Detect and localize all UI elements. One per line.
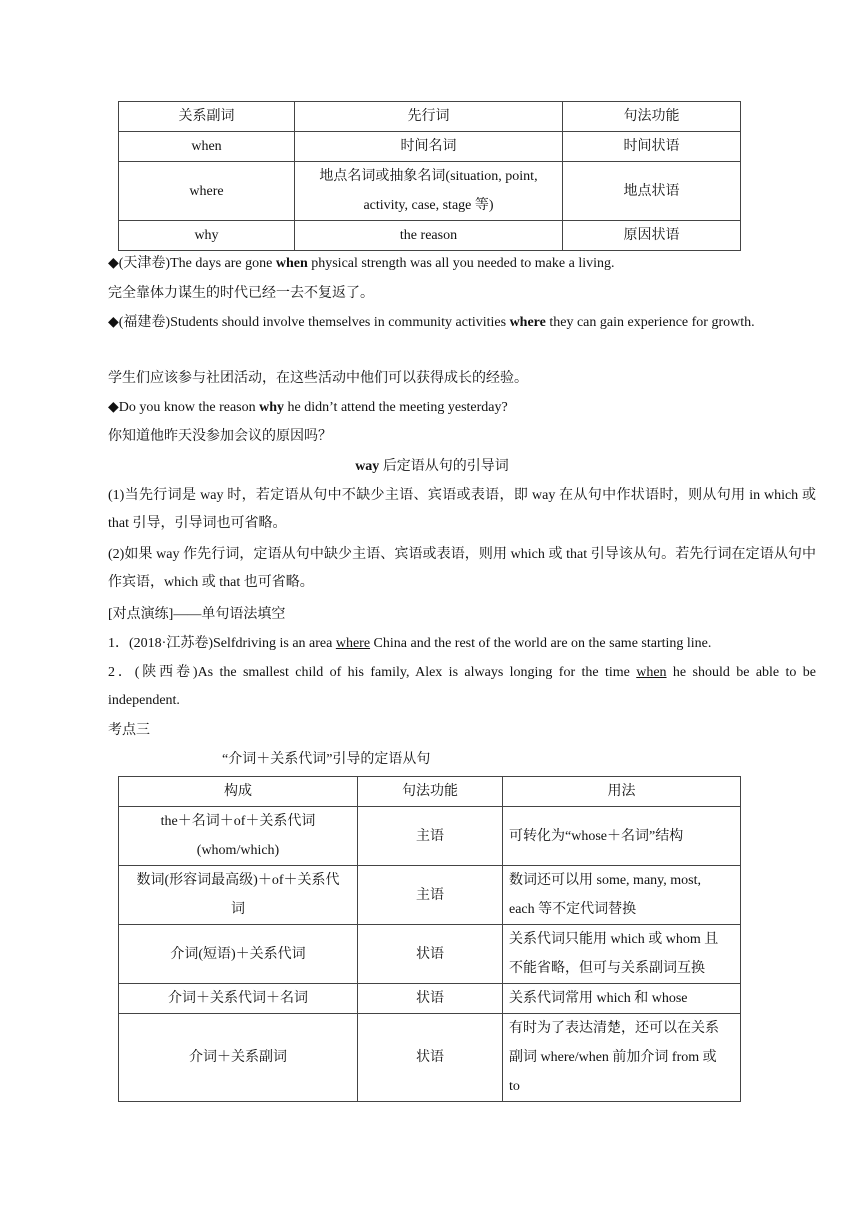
cell-line: (whom/which) bbox=[196, 843, 280, 858]
cell-line: 不能省略，但可与关系副词互换 bbox=[509, 961, 705, 976]
table-cell: 介词＋关系副词 bbox=[119, 1014, 358, 1102]
table-cell: 介词＋关系代词＋名词 bbox=[119, 984, 358, 1014]
text-span: 2．(陕西卷)As the smallest child of his family, Alex is always longing for the time bbox=[108, 665, 637, 680]
answer: when bbox=[636, 665, 667, 680]
table-cell: 可转化为“whose＋名词”结构 bbox=[503, 807, 741, 866]
table-cell: why bbox=[119, 221, 295, 251]
table-header-row bbox=[119, 777, 741, 807]
table-cell: 主语 bbox=[358, 807, 503, 866]
table-row bbox=[119, 984, 741, 1014]
cell-line: to bbox=[509, 1079, 520, 1094]
table-cell: where bbox=[119, 162, 295, 221]
cell-line: 副词 where/when 前加介词 from 或 bbox=[509, 1050, 717, 1065]
text-span: 后定语从句的引导词 bbox=[379, 459, 509, 474]
table-cell: 主语 bbox=[358, 866, 503, 925]
table-header-cell: 先行词 bbox=[295, 102, 563, 132]
table-row bbox=[119, 866, 741, 925]
cell-line: the＋名词＋of＋关系代词 bbox=[160, 814, 316, 829]
text-span: they can gain experience for growth. bbox=[545, 315, 755, 330]
text-span: 1．(2018·江苏卷)Selfdriving is an area bbox=[108, 636, 336, 651]
table-cell bbox=[119, 807, 358, 866]
paragraph: (2)如果 way 作先行词，定语从句中缺少主语、宾语或表语，则用 which 或 that 引导该从句。若先行词在定语从句中作宾语，which 或 that 也可省略。 bbox=[108, 547, 816, 590]
table-cell: when bbox=[119, 132, 295, 162]
example-translation: 学生们应该参与社团活动，在这些活动中他们可以获得成长的经验。 bbox=[108, 371, 528, 386]
table-cell bbox=[295, 162, 563, 221]
text-span: China and the rest of the world are on the same starting line. bbox=[370, 636, 712, 651]
table-row bbox=[119, 807, 741, 866]
table-cell: 原因状语 bbox=[563, 221, 741, 251]
example-sentence bbox=[78, 309, 816, 337]
preposition-pronoun-table bbox=[118, 776, 741, 1102]
table-row bbox=[119, 162, 741, 221]
cell-line: 地点名词或抽象名词(situation, point, bbox=[319, 169, 538, 184]
table-header-cell: 用法 bbox=[503, 777, 741, 807]
bold-word: when bbox=[275, 256, 308, 271]
table-row bbox=[119, 132, 741, 162]
text-span: he didn’t attend the meeting yesterday? bbox=[284, 400, 508, 415]
bold-word: way bbox=[355, 459, 380, 474]
table-cell: 关系代词常用 which 和 whose bbox=[503, 984, 741, 1014]
table-header-cell: 关系副词 bbox=[119, 102, 295, 132]
table-row bbox=[119, 1014, 741, 1102]
table-cell: 状语 bbox=[358, 925, 503, 984]
example-translation: 你知道他昨天没参加会议的原因吗？ bbox=[108, 429, 332, 444]
cell-line: 数词还可以用 some, many, most, bbox=[509, 873, 701, 888]
example-sentence bbox=[78, 394, 816, 422]
text-span: ◆(福建卷)Students should involve themselves in community activities bbox=[108, 315, 510, 330]
table-cell bbox=[503, 925, 741, 984]
drill-item bbox=[78, 630, 816, 658]
cell-line: each 等不定代词替换 bbox=[509, 902, 637, 917]
table-cell: 地点状语 bbox=[563, 162, 741, 221]
bold-word: where bbox=[509, 315, 546, 330]
text-span: he should be able to be independent. bbox=[108, 665, 816, 708]
table-title: “介词＋关系代词”引导的定语从句 bbox=[222, 752, 431, 767]
cell-line: 数词(形容词最高级)＋of＋关系代 bbox=[136, 873, 340, 888]
table-cell: the reason bbox=[295, 221, 563, 251]
table-cell bbox=[119, 866, 358, 925]
example-sentence bbox=[78, 250, 816, 278]
example-translation: 完全靠体力谋生的时代已经一去不复返了。 bbox=[108, 286, 374, 301]
table-cell: 时间状语 bbox=[563, 132, 741, 162]
table-row bbox=[119, 221, 741, 251]
text-span: ◆(天津卷)The days are gone bbox=[108, 256, 276, 271]
drill-item bbox=[78, 659, 816, 715]
cell-line: 关系代词只能用 which 或 whom 且 bbox=[509, 932, 719, 947]
section-heading bbox=[78, 453, 786, 481]
cell-line: 有时为了表达清楚，还可以在关系 bbox=[509, 1021, 719, 1036]
table-header-cell: 句法功能 bbox=[358, 777, 503, 807]
table-header-cell: 构成 bbox=[119, 777, 358, 807]
table-row bbox=[119, 925, 741, 984]
bold-word: why bbox=[259, 400, 285, 415]
cell-line: 词 bbox=[231, 902, 245, 917]
table-cell: 时间名词 bbox=[295, 132, 563, 162]
cell-line: activity, case, stage 等) bbox=[363, 198, 494, 213]
table-cell: 介词(短语)＋关系代词 bbox=[119, 925, 358, 984]
table-header-cell: 句法功能 bbox=[563, 102, 741, 132]
paragraph: (1)当先行词是 way 时，若定语从句中不缺少主语、宾语或表语，即 way 在从句中作状语时，则从句用 in which 或 that 引导，引导词也可省略。 bbox=[108, 488, 816, 531]
text-span: ◆Do you know the reason bbox=[108, 400, 260, 415]
table-cell: 状语 bbox=[358, 984, 503, 1014]
answer: where bbox=[335, 636, 371, 651]
table-cell bbox=[503, 866, 741, 925]
table-cell: 状语 bbox=[358, 1014, 503, 1102]
section-label: 考点三 bbox=[108, 723, 150, 738]
relative-adverb-table bbox=[118, 101, 741, 251]
text-span: physical strength was all you needed to make a living. bbox=[307, 256, 615, 271]
drill-title: [对点演练]——单句语法填空 bbox=[108, 607, 286, 622]
table-cell bbox=[503, 1014, 741, 1102]
table-header-row bbox=[119, 102, 741, 132]
